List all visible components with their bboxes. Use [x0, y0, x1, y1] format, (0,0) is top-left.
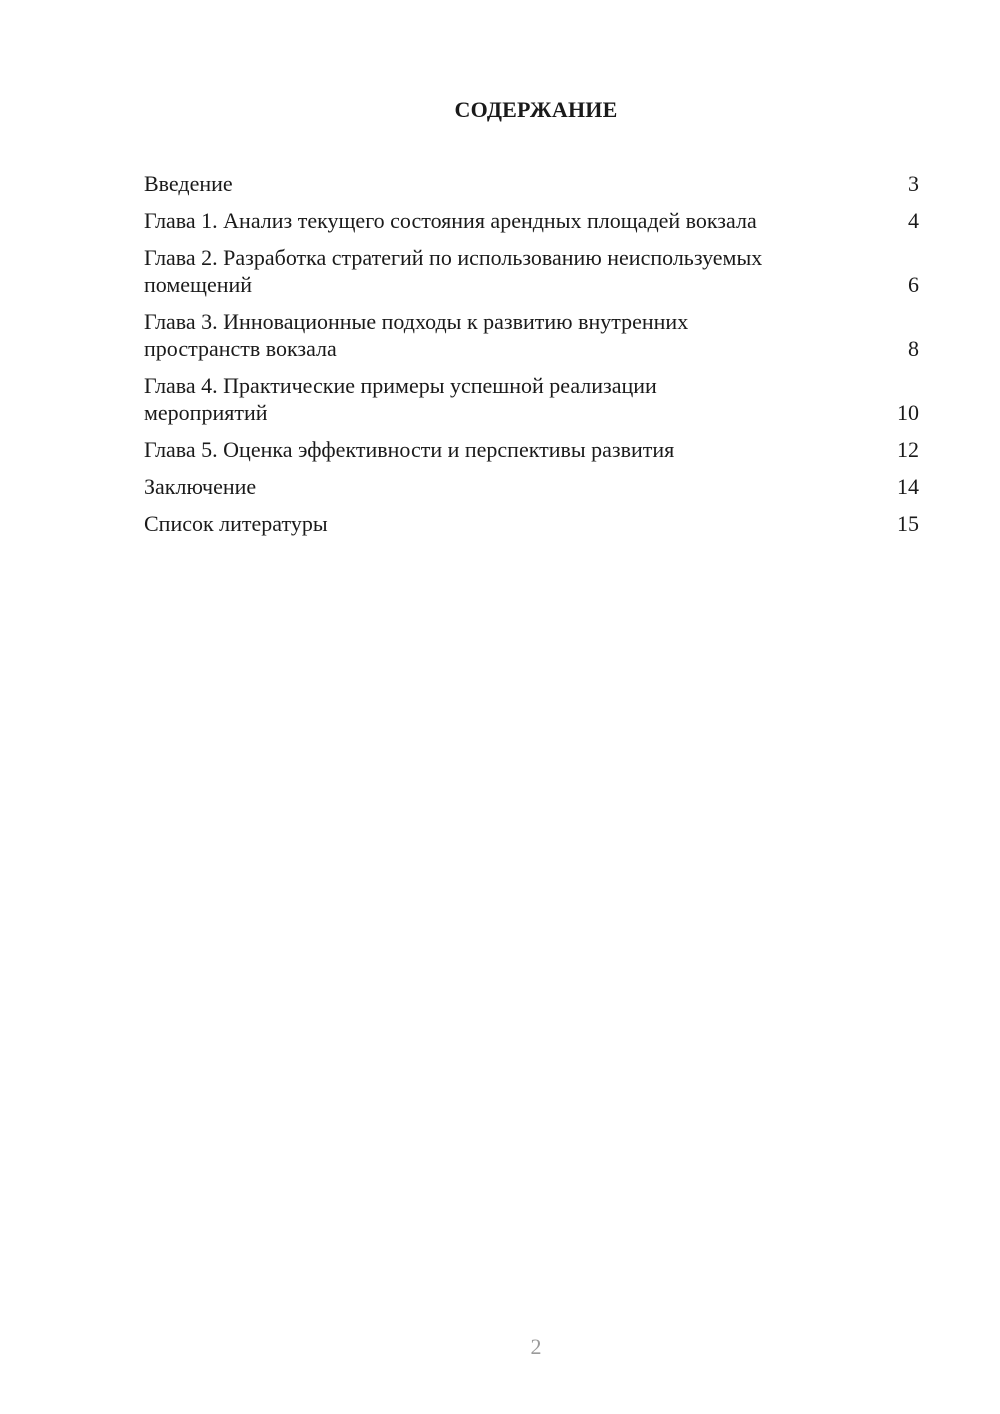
toc-entry-introduction: [144, 170, 919, 197]
toc-entry-page: 4: [908, 208, 919, 233]
toc-entry-chapter-5: [144, 436, 919, 463]
toc-entry-page: 10: [897, 400, 919, 425]
toc-entry-page: 6: [908, 272, 919, 297]
page-title: СОДЕРЖАНИЕ: [454, 97, 618, 122]
toc-entry-conclusion: [144, 473, 919, 500]
toc-entry-title: Глава 2. Разработка стратегий по использованию неиспользуемых помещений: [144, 245, 763, 297]
page-number: 2: [530, 1334, 542, 1359]
toc-entry-page: 3: [908, 171, 919, 196]
toc-entry-references: [144, 510, 919, 537]
toc-entry-chapter-3: [144, 308, 919, 362]
toc-entry-page: 15: [897, 511, 919, 536]
toc-entry-title: Список литературы: [144, 511, 328, 536]
toc-entry-title: Введение: [144, 171, 233, 196]
toc-entry-title: Заключение: [144, 474, 257, 499]
toc-entry-title: Глава 3. Инновационные подходы к развитию внутренних пространств вокзала: [144, 309, 689, 361]
toc-entry-title: Глава 1. Анализ текущего состояния арендных площадей вокзала: [144, 208, 757, 233]
toc-entry-title: Глава 4. Практические примеры успешной реализации мероприятий: [144, 373, 657, 425]
toc-entry-chapter-4: [144, 372, 919, 426]
toc-entry-chapter-2: [144, 244, 919, 298]
table-of-contents: [144, 170, 919, 547]
toc-entry-page: 14: [897, 474, 919, 499]
toc-entry-page: 8: [908, 336, 919, 361]
toc-entry-page: 12: [897, 437, 919, 462]
toc-entry-chapter-1: [144, 207, 919, 234]
toc-entry-title: Глава 5. Оценка эффективности и перспективы развития: [144, 437, 675, 462]
